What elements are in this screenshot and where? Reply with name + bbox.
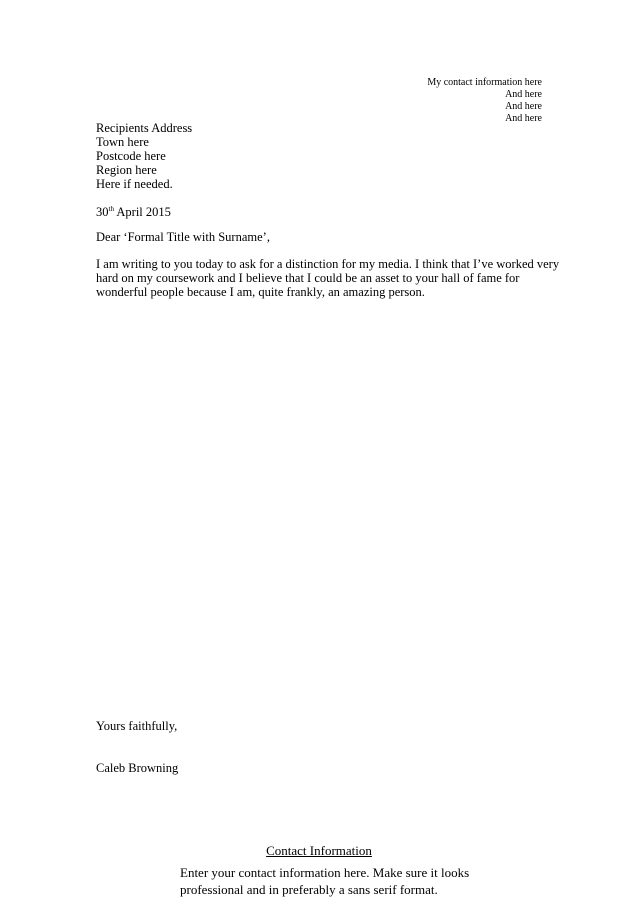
sender-contact-block xyxy=(427,77,542,125)
footer-line: Enter your contact information here. Make sure it looks xyxy=(180,865,470,880)
recipient-line: Here if needed. xyxy=(96,177,173,191)
sender-line: And here xyxy=(505,89,542,100)
date-month-year: April 2015 xyxy=(113,205,171,219)
letter-date xyxy=(96,205,171,219)
footer-text xyxy=(180,864,500,898)
date-day: 30 xyxy=(96,205,109,219)
recipient-address-block xyxy=(96,121,192,191)
closing: Yours faithfully, xyxy=(96,719,178,733)
body-line: hard on my coursework and I believe that I could be an asset to your hall of fame for xyxy=(96,271,520,285)
recipient-line: Region here xyxy=(96,163,157,177)
footer-heading: Contact Information xyxy=(266,843,372,858)
sender-line: My contact information here xyxy=(427,77,542,88)
recipient-line: Recipients Address xyxy=(96,121,193,135)
date-ordinal-suffix: th xyxy=(108,205,114,213)
sender-line: And here xyxy=(505,101,542,112)
recipient-line: Town here xyxy=(96,135,149,149)
footer-line: professional and in preferably a sans serif format. xyxy=(180,882,438,897)
body-line: I am writing to you today to ask for a distinction for my media. I think that I’ve worked very xyxy=(96,257,560,271)
signature-name: Caleb Browning xyxy=(96,761,179,775)
salutation: Dear ‘Formal Title with Surname’, xyxy=(96,230,270,244)
recipient-line: Postcode here xyxy=(96,149,166,163)
body-paragraph xyxy=(96,257,560,299)
sender-line: And here xyxy=(505,113,542,124)
body-line: wonderful people because I am, quite frankly, an amazing person. xyxy=(96,285,425,299)
